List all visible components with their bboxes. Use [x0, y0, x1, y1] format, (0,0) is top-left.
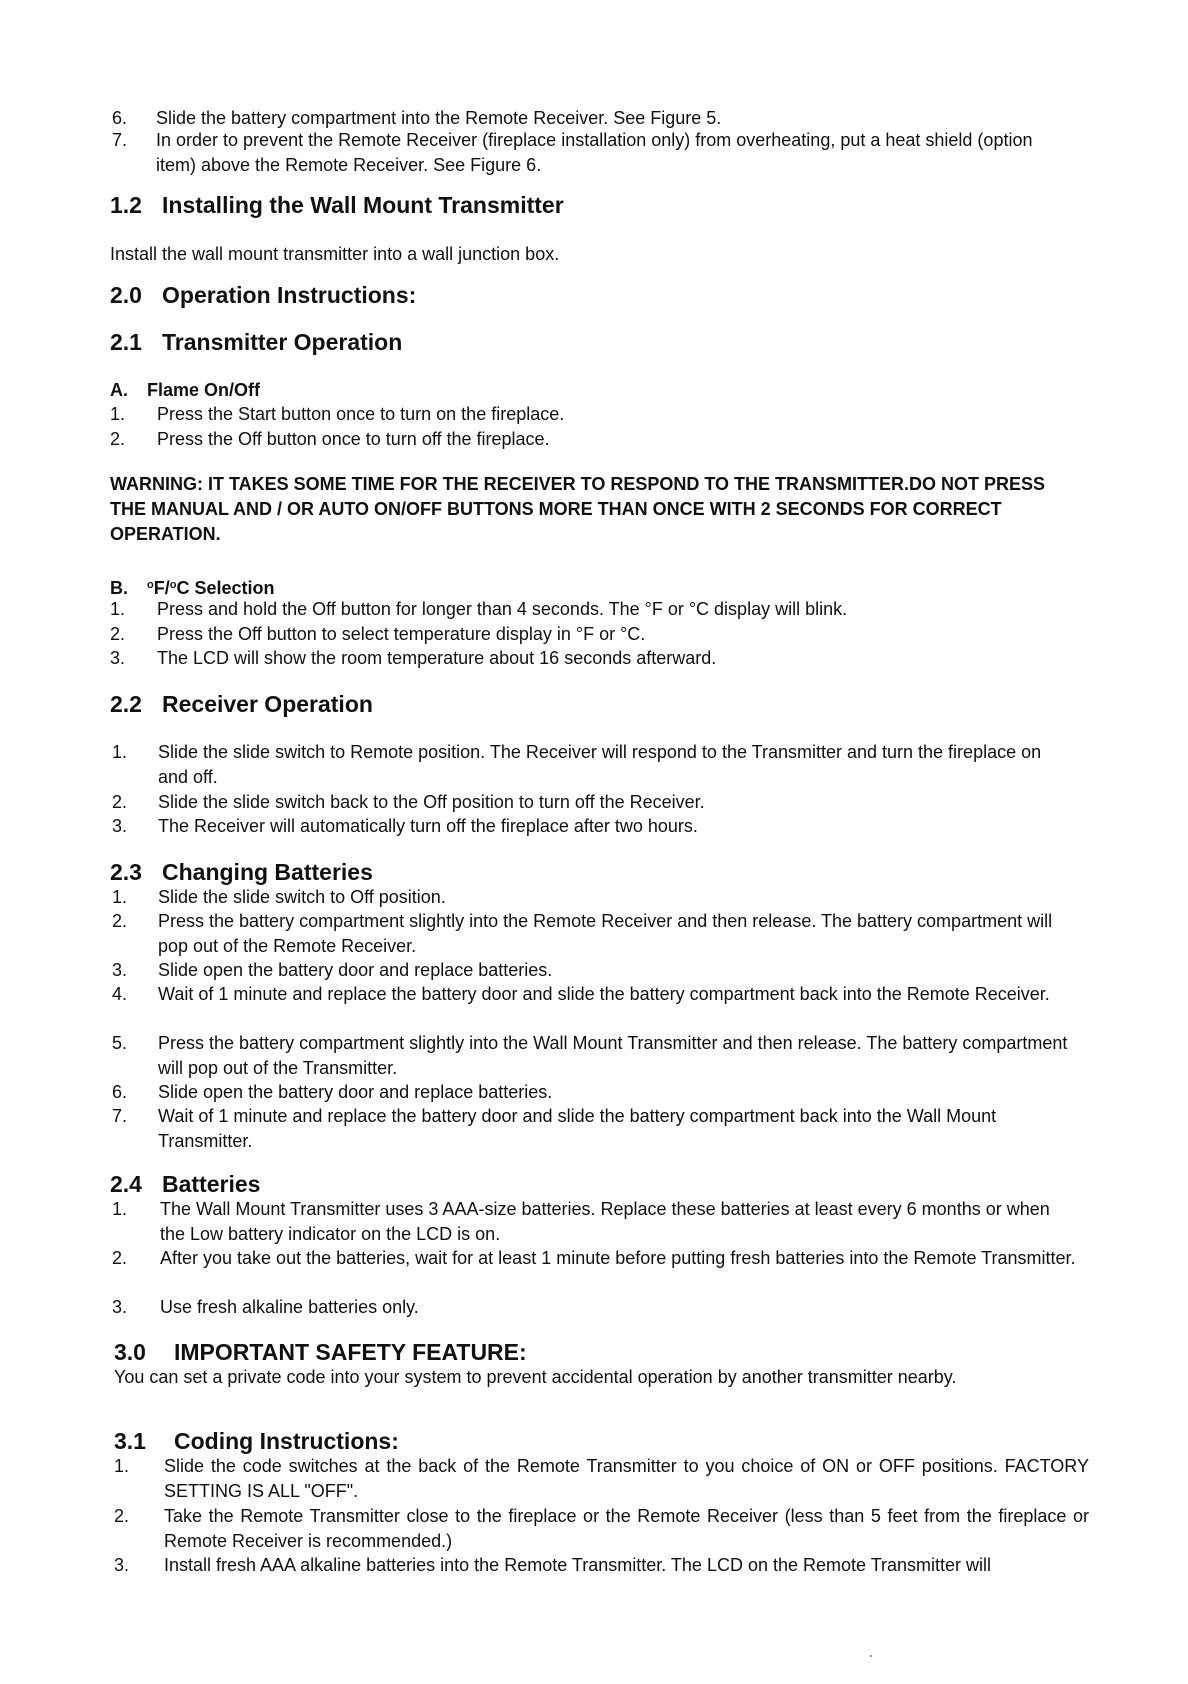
list-number: 3.	[112, 816, 128, 836]
section-heading-2-0: 2.0 Operation Instructions:	[110, 282, 417, 308]
list-item	[110, 622, 1070, 647]
section-heading-2-3: 2.3 Changing Batteries	[110, 859, 373, 885]
list-text: Press the Off button once to turn off the fireplace.	[157, 429, 550, 449]
section-heading-2-1: 2.1 Transmitter Operation	[110, 329, 403, 355]
list-number: 1.	[114, 1456, 130, 1476]
section-body-1-2: Install the wall mount transmitter into a wall junction box.	[110, 244, 560, 264]
list-number: 1.	[112, 1199, 128, 1219]
list-item	[112, 885, 1072, 910]
list-item	[114, 1504, 1089, 1554]
warning-text: WARNING: IT TAKES SOME TIME FOR THE RECEIVER TO RESPOND TO THE TRANSMITTER.DO NOT PRESS THE MANUAL AND / OR AUTO ON/OFF BUTTONS MORE THAN ONCE WITH 2 SECONDS FOR CORRECT OPERATION.	[110, 474, 1046, 544]
list-number: 3.	[114, 1555, 130, 1575]
scan-speck	[870, 1655, 872, 1657]
list-item	[112, 1080, 1072, 1105]
section-body-3-0: You can set a private code into your system to prevent accidental operation by another transmitter nearby.	[114, 1367, 957, 1387]
list-number: 1.	[110, 599, 126, 619]
section-heading-1-2: 1.2 Installing the Wall Mount Transmitter	[110, 192, 564, 218]
list-item	[112, 814, 1072, 839]
section-heading-2-4: 2.4 Batteries	[110, 1171, 261, 1197]
list-text: Wait of 1 minute and replace the battery door and slide the battery compartment back into the Wall Mount Transmitter.	[158, 1106, 997, 1151]
list-item	[112, 1246, 1077, 1271]
list-text: Wait of 1 minute and replace the battery door and slide the battery compartment back into the Remote Receiver.	[158, 984, 1050, 1004]
list-number: 1.	[112, 742, 128, 762]
list-text: In order to prevent the Remote Receiver (fireplace installation only) from overheating, put a heat shield (option item) above the Remote Receiver. See Figure 6.	[156, 130, 1033, 175]
list-number: 4.	[112, 984, 128, 1004]
list-item	[114, 1553, 1089, 1578]
list-text: After you take out the batteries, wait for at least 1 minute before putting fresh batteries into the Remote Transmitter.	[160, 1248, 1076, 1268]
list-text: Press and hold the Off button for longer than 4 seconds. The °F or °C display will blink.	[157, 599, 848, 619]
list-text: Press the Off button to select temperature display in °F or °C.	[157, 624, 646, 644]
list-number: 2.	[114, 1506, 130, 1526]
list-number: 7.	[112, 1106, 128, 1126]
list-item	[110, 402, 1070, 427]
list-text: Install fresh AAA alkaline batteries into the Remote Transmitter. The LCD on the Remote Transmitter will	[164, 1555, 992, 1575]
list-number: 5.	[112, 1033, 128, 1053]
section-heading-2-2: 2.2 Receiver Operation	[110, 691, 373, 717]
list-item	[112, 790, 1072, 815]
list-text: Slide the slide switch to Remote position. The Receiver will respond to the Transmitter and turn the fireplace on and off.	[158, 742, 1042, 787]
subsection-heading-a: A. Flame On/Off	[110, 380, 261, 400]
section-heading-3-0: 3.0 IMPORTANT SAFETY FEATURE:	[114, 1339, 527, 1365]
list-item	[110, 646, 1070, 671]
list-text: Press the battery compartment slightly into the Wall Mount Transmitter and then release. The battery compartment will pop out of the Transmitter.	[158, 1033, 1068, 1078]
list-number: 6.	[112, 108, 128, 128]
list-text: Slide the battery compartment into the Remote Receiver. See Figure 5.	[156, 108, 722, 128]
list-item	[110, 597, 1070, 622]
list-number: 1.	[110, 404, 126, 424]
list-number: 7.	[112, 130, 128, 150]
list-item	[112, 958, 1072, 983]
list-text: The Receiver will automatically turn off the fireplace after two hours.	[158, 816, 698, 836]
list-text: Take the Remote Transmitter close to the fireplace or the Remote Receiver (less than 5 feet from the fireplace or Remote Receiver is recommended.)	[164, 1506, 1089, 1551]
list-text: Press the Start button once to turn on the fireplace.	[157, 404, 565, 424]
list-number: 6.	[112, 1082, 128, 1102]
list-text: The LCD will show the room temperature about 16 seconds afterward.	[157, 648, 717, 668]
list-item	[114, 1454, 1089, 1504]
section-heading-3-1: 3.1 Coding Instructions:	[114, 1428, 399, 1454]
list-item	[112, 740, 1072, 790]
list-number: 2.	[110, 429, 126, 449]
list-text: Slide the code switches at the back of the Remote Transmitter to you choice of ON or OFF positions. FACTORY SETTING IS ALL "OFF".	[164, 1456, 1089, 1501]
list-text: Slide the slide switch to Off position.	[158, 887, 446, 907]
list-text: Use fresh alkaline batteries only.	[160, 1297, 419, 1317]
list-number: 2.	[112, 911, 128, 931]
list-item	[112, 1104, 1072, 1154]
list-item	[112, 909, 1072, 959]
list-text: Slide open the battery door and replace batteries.	[158, 960, 553, 980]
subsection-heading-b: B. $^o$F/$^o$C Selection	[110, 578, 275, 598]
list-number: 2.	[112, 1248, 128, 1268]
list-text: Slide the slide switch back to the Off position to turn off the Receiver.	[158, 792, 705, 812]
list-item	[112, 982, 1072, 1007]
list-text: Press the battery compartment slightly into the Remote Receiver and then release. The battery compartment will pop out of the Remote Receiver.	[158, 911, 1053, 956]
list-item	[112, 1031, 1072, 1081]
list-item	[112, 128, 1072, 178]
list-item	[110, 427, 1070, 452]
list-item	[112, 1295, 1077, 1320]
list-text: Slide open the battery door and replace batteries.	[158, 1082, 553, 1102]
list-item	[112, 1197, 1077, 1247]
list-number: 3.	[112, 1297, 128, 1317]
list-text: The Wall Mount Transmitter uses 3 AAA-size batteries. Replace these batteries at least every 6 months or when the Low battery indicator on the LCD is on.	[160, 1199, 1050, 1244]
list-number: 3.	[112, 960, 128, 980]
list-number: 2.	[112, 792, 128, 812]
list-number: 2.	[110, 624, 126, 644]
list-number: 1.	[112, 887, 128, 907]
list-number: 3.	[110, 648, 126, 668]
